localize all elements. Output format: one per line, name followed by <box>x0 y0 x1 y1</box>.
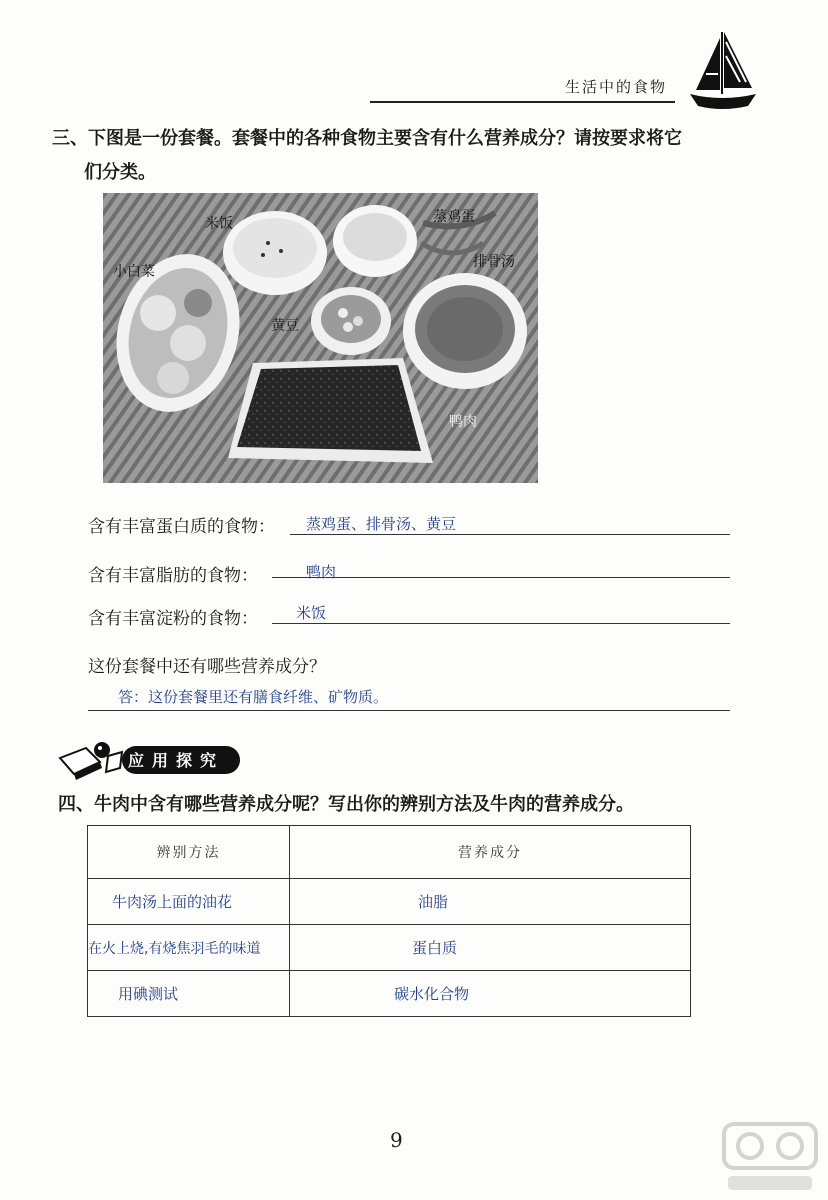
header-rule <box>370 101 675 103</box>
answer-line-protein <box>290 534 730 535</box>
table-cell-nutrient: 蛋白质 <box>412 939 458 957</box>
extra-answer-line <box>88 710 730 711</box>
section-banner-text: 应用探究 <box>128 751 225 770</box>
answer-line-starch <box>272 623 730 624</box>
answer-label-starch: 含有丰富淀粉的食物： <box>88 609 258 629</box>
table-header-nutrient: 营养成分 <box>290 826 691 879</box>
table-header-method: 辨别方法 <box>88 826 290 879</box>
answer-line-fat <box>272 577 730 578</box>
table-cell-method: 在火上烧,有烧焦羽毛的味道 <box>88 940 261 957</box>
answer-value-fat: 鸭肉 <box>306 563 337 581</box>
books-icon <box>56 738 126 782</box>
watermark-logo <box>720 1118 820 1198</box>
identification-table <box>87 825 691 1017</box>
question-3-text: 三、下图是一份套餐。套餐中的各种食物主要含有什么营养成分？请按要求将它 <box>52 128 682 149</box>
meal-photo <box>103 193 538 483</box>
table-row <box>88 925 691 971</box>
table-row <box>88 971 691 1017</box>
answer-value-starch: 米饭 <box>296 604 327 622</box>
table-row <box>88 879 691 925</box>
photo-label-rice: 米饭 <box>205 216 233 232</box>
table-header-row <box>88 826 691 879</box>
section-banner <box>56 738 246 782</box>
table-cell-method: 牛肉汤上面的油花 <box>112 893 233 911</box>
table-cell-method: 用碘测试 <box>118 985 179 1003</box>
answer-label-fat: 含有丰富脂肪的食物： <box>88 566 258 586</box>
question-3-text-cont: 们分类。 <box>84 162 156 183</box>
table-cell-nutrient: 碳水化合物 <box>394 985 470 1003</box>
photo-label-egg: 蒸鸡蛋 <box>433 209 475 225</box>
table-cell-nutrient: 油脂 <box>418 893 449 911</box>
photo-label-cabbage: 小白菜 <box>113 264 155 280</box>
extra-question: 这份套餐中还有哪些营养成分？ <box>88 657 326 677</box>
meal-illustration <box>103 193 538 483</box>
page-number: 9 <box>390 1128 403 1152</box>
photo-label-soup: 排骨汤 <box>473 254 515 270</box>
answer-value-protein: 蒸鸡蛋、排骨汤、黄豆 <box>306 515 457 533</box>
photo-label-beans: 黄豆 <box>271 318 299 334</box>
answer-label-protein: 含有丰富蛋白质的食物： <box>88 517 275 537</box>
question-4-text: 四、牛肉中含有哪些营养成分呢？写出你的辨别方法及牛肉的营养成分。 <box>58 794 634 815</box>
sailboat-icon <box>686 28 758 112</box>
photo-label-duck: 鸭肉 <box>449 414 477 430</box>
extra-answer: 答：这份套餐里还有膳食纤维、矿物质。 <box>118 688 389 706</box>
header-title: 生活中的食物 <box>565 78 668 96</box>
